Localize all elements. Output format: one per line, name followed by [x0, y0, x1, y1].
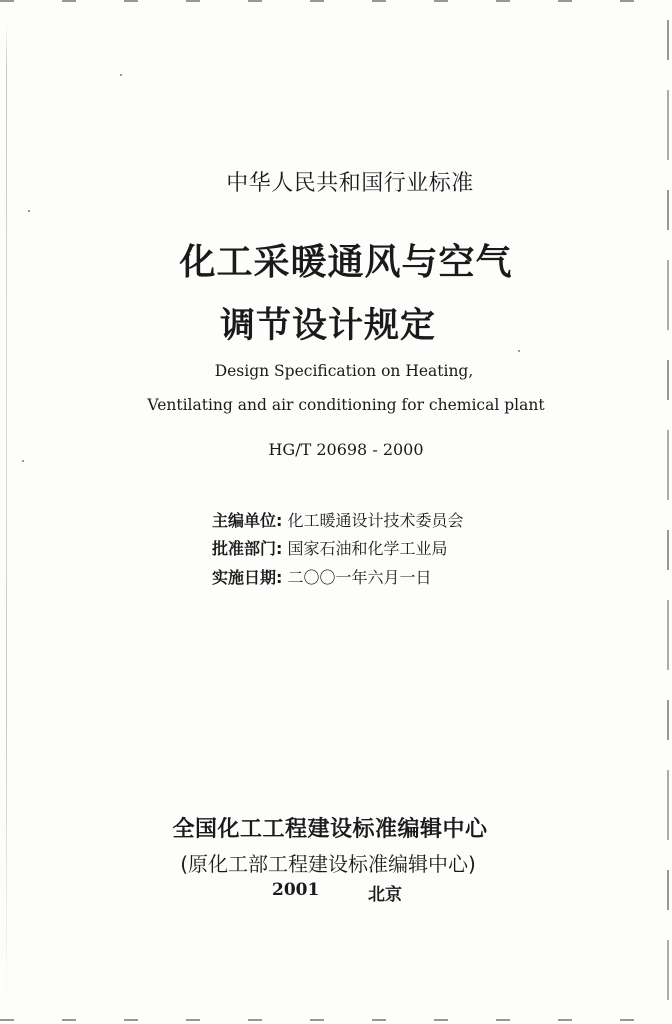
editor-value: 化工暖通设计技术委员会 — [287, 511, 464, 530]
publisher-former-name: (原化工部工程建设标准编辑中心) — [180, 852, 476, 876]
document-title-line-1: 化工采暖通风与空气 — [179, 242, 513, 283]
scan-speck — [120, 74, 122, 76]
standard-code: HG/T 20698 - 2000 — [268, 440, 424, 459]
approver-value: 国家石油和化学工业局 — [287, 539, 448, 558]
scan-edge-top — [0, 0, 672, 2]
english-title-line-2: Ventilating and air conditioning for chemical plant — [147, 396, 545, 414]
scan-speck — [518, 350, 520, 352]
effective-date-value: 二〇〇一年六月一日 — [287, 568, 432, 587]
effective-date-info — [212, 565, 432, 588]
editor-label: 主编单位: — [212, 511, 283, 530]
scan-edge-bottom — [0, 1019, 672, 1021]
editor-info — [212, 508, 464, 531]
scan-speck — [22, 460, 24, 462]
publisher: 全国化工工程建设标准编辑中心 — [172, 817, 488, 842]
standard-type: 中华人民共和国行业标准 — [226, 171, 474, 196]
scan-speck — [28, 210, 30, 212]
effective-date-label: 实施日期: — [212, 568, 283, 587]
publication-year: 2001 — [272, 880, 320, 900]
english-title-line-1: Design Specification on Heating, — [214, 362, 474, 380]
approver-label: 批准部门: — [212, 539, 283, 558]
publication-city: 北京 — [368, 885, 402, 905]
document-title-line-2: 调节设计规定 — [219, 306, 436, 346]
approver-info — [212, 536, 448, 559]
